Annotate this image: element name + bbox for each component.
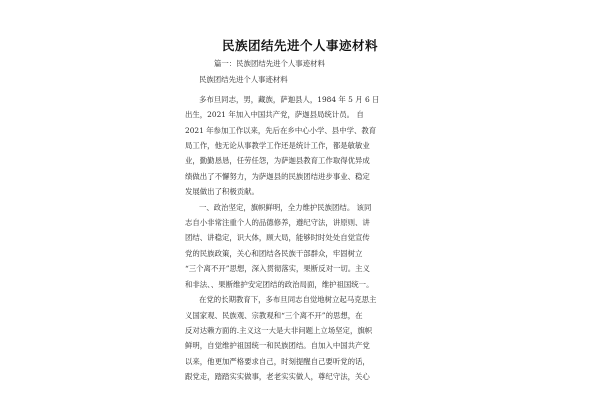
paragraph-line: 出生，2021 年加入中国共产党，萨迦县局统计员。 自 (185, 110, 364, 120)
paragraph-line: 反对达赖方面的.主义这一大是大非问题上立场坚定，旗帜 (185, 325, 373, 335)
paragraph-line: 局工作，他无论从事教学工作还是统计工作，都是敏敏业 (185, 141, 370, 151)
paragraph-line: 发展做出了积极贡献。 (185, 187, 259, 197)
document-body (185, 56, 415, 385)
paragraph-line: 跟党走，踏踏实实做事，老老实实做人，尊纪守法，关心 (185, 372, 370, 382)
paragraph-line: “三个离不开”思想，深入贯彻落实，果断反对一切。主义 (185, 264, 370, 274)
paragraph-line: 绩做出了不懈努力，为萨迦县的民族团结进步事业、稳定 (185, 171, 370, 181)
document-title: 民族团结先进个人事迹材料 (221, 38, 378, 53)
paragraph-line: 鲜明，自觉维护祖国统一和民族团结。自加入中国共产党 (185, 341, 370, 351)
paragraph-line: 团结、讲稳定，识大体，顾大局，能够时时处处自觉宣传 (185, 233, 370, 243)
subheading-2: 民族团结先进个人事迹材料 (199, 75, 288, 85)
paragraph-line: 一、政治坚定，旗帜鲜明，全力维护民族团结。 该同 (199, 202, 372, 212)
paragraph-line: 多布旦同志，男，藏族，萨迦县人，1984 年 5 月 6 日 (199, 94, 380, 104)
paragraph-line: 党的民族政策，关心和团结各民族干部群众，牢固树立 (185, 248, 363, 258)
paragraph-line: 以来，他更加严格要求自己，时刻提醒自己要听党的话， (185, 356, 370, 366)
paragraph-line: 义国家观、民族观、宗教观和“三个离不开”的思想，在 (185, 310, 363, 320)
paragraph-line: 2021 年参加工作以来，先后在乡中心小学、县中学、教育 (185, 125, 377, 135)
subheading-1: 篇一：民族团结先进个人事迹材料 (214, 59, 325, 68)
paragraph-line: 和非法、、果断维护安定团结的政治局面，维护祖国统一。 (185, 279, 374, 289)
paragraph-line: 业，勤勤恳恳，任劳任怨，为萨迦县教育工作取得优异成 (185, 156, 370, 166)
paragraph-line: 志自小非常注重个人的品德修养，遵纪守法，讲原则、讲 (185, 218, 370, 228)
paragraph-line: 在党的长期教育下，多布旦同志自觉地树立起马克思主 (199, 295, 377, 305)
